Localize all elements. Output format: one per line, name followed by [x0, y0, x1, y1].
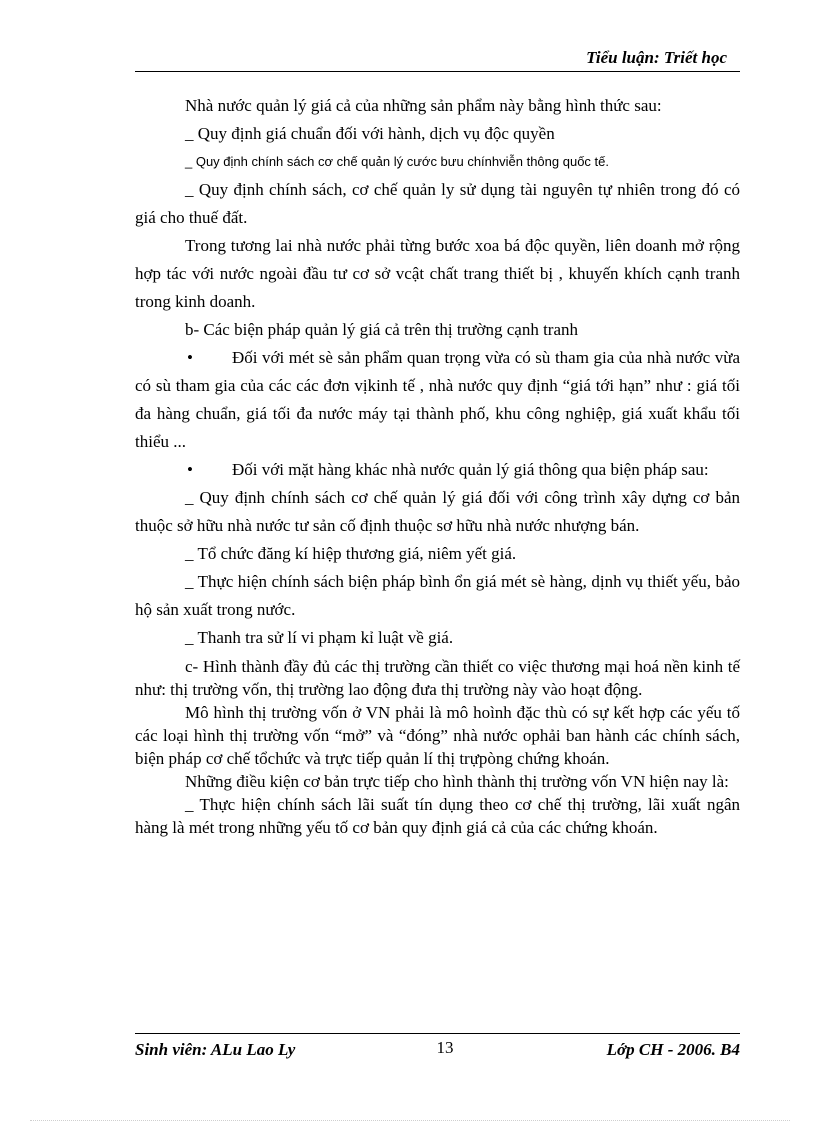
bullet-icon: •	[187, 348, 193, 367]
footer-divider	[135, 1033, 740, 1034]
section-heading-c: c- Hình thành đầy đủ các thị trường cần thiết co việc thương mại hoá nền kinh tế như: thị trường vốn, thị trường lao động đưa thị trường này vào hoạt động.	[135, 657, 740, 699]
paragraph: _ Quy định chính sách cơ chế quản lý cước bưu chínhviễn thông quốc tế.	[185, 154, 609, 169]
paragraph: Nhà nước quản lý giá cả của những sản phẩm này bằng hình thức sau:	[185, 96, 662, 115]
paragraph: _ Thực hiện chính sách biện pháp bình ổn giá mét sè hàng, dịnh vụ thiết yếu, bảo hộ sản xuất trong nước.	[135, 572, 740, 619]
page-header-title: Tiểu luận: Triết học	[586, 48, 727, 67]
page-number: 13	[436, 1038, 454, 1057]
paragraph: _ Quy định giá chuẩn đối với hành, dịch vụ độc quyền	[185, 124, 555, 143]
bullet-paragraph	[135, 344, 740, 456]
paragraph: Mô hình thị trường vốn ở VN phải là mô hoình đặc thù có sự kết hợp các yếu tố các loại hình thị trường vốn “mở” và “đóng” nhà nước ophải ban hành các chính sách, biện pháp cơ chế tổchức và trực tiếp quản lí thị trựpòng chứng khoán.	[135, 703, 740, 768]
bullet-text: Đối với mét sè sản phẩm quan trọng vừa có sù tham gia của nhà nước vừa có sù tham gia của các các đơn vịkinh tế , nhà nước quy định “giá tới hạn” như : giá tối đa hàng chuẩn, giá tối đa nước máy tại thành phố, khu công nghiệp, giá xuất khẩu tối thiểu ...	[135, 348, 740, 451]
bottom-dotted-line	[30, 1120, 790, 1121]
bullet-icon: •	[187, 460, 193, 479]
paragraph: _ Thanh tra sử lí vi phạm kỉ luật về giá.	[185, 628, 454, 647]
paragraph: Trong tương lai nhà nước phải từng bước xoa bá độc quyền, liên doanh mở rộng hợp tác với nước ngoài đầu tư cơ sở vcật chất trang thiết bị , khuyến khích cạnh tranh trong kinh doanh.	[135, 236, 740, 311]
footer-class: Lớp CH - 2006. B4	[606, 1040, 740, 1059]
bullet-text: Đối với mặt hàng khác nhà nước quản lý giá thông qua biện pháp sau:	[232, 460, 709, 479]
bullet-paragraph	[135, 456, 740, 484]
paragraph: _ Thực hiện chính sách lãi suất tín dụng theo cơ chế thị trường, lãi xuất ngân hàng là mét trong những yếu tố cơ bản quy định giá cả của các chứng khoán.	[135, 795, 740, 837]
document-body	[135, 92, 740, 839]
paragraph: Những điều kiện cơ bản trực tiếp cho hình thành thị trường vốn VN hiện nay là:	[185, 772, 729, 791]
paragraph: _ Quy định chính sách cơ chế quản lý giá đối với công trình xây dựng cơ bản thuộc sở hữu nhà nước tư sản cố định thuộc sơ hữu nhà nước nhượng bán.	[135, 488, 740, 535]
paragraph: _ Quy định chính sách, cơ chế quản ly sử dụng tài nguyên tự nhiên trong đó có giá cho thuế đất.	[135, 180, 740, 227]
footer-student: Sinh viên: ALu Lao Ly	[135, 1040, 296, 1059]
header-divider	[135, 71, 740, 72]
paragraph: _ Tổ chức đăng kí hiệp thương giá, niêm yết giá.	[185, 544, 517, 563]
section-heading-b: b- Các biện pháp quản lý giá cả trên thị trường cạnh tranh	[185, 320, 579, 339]
